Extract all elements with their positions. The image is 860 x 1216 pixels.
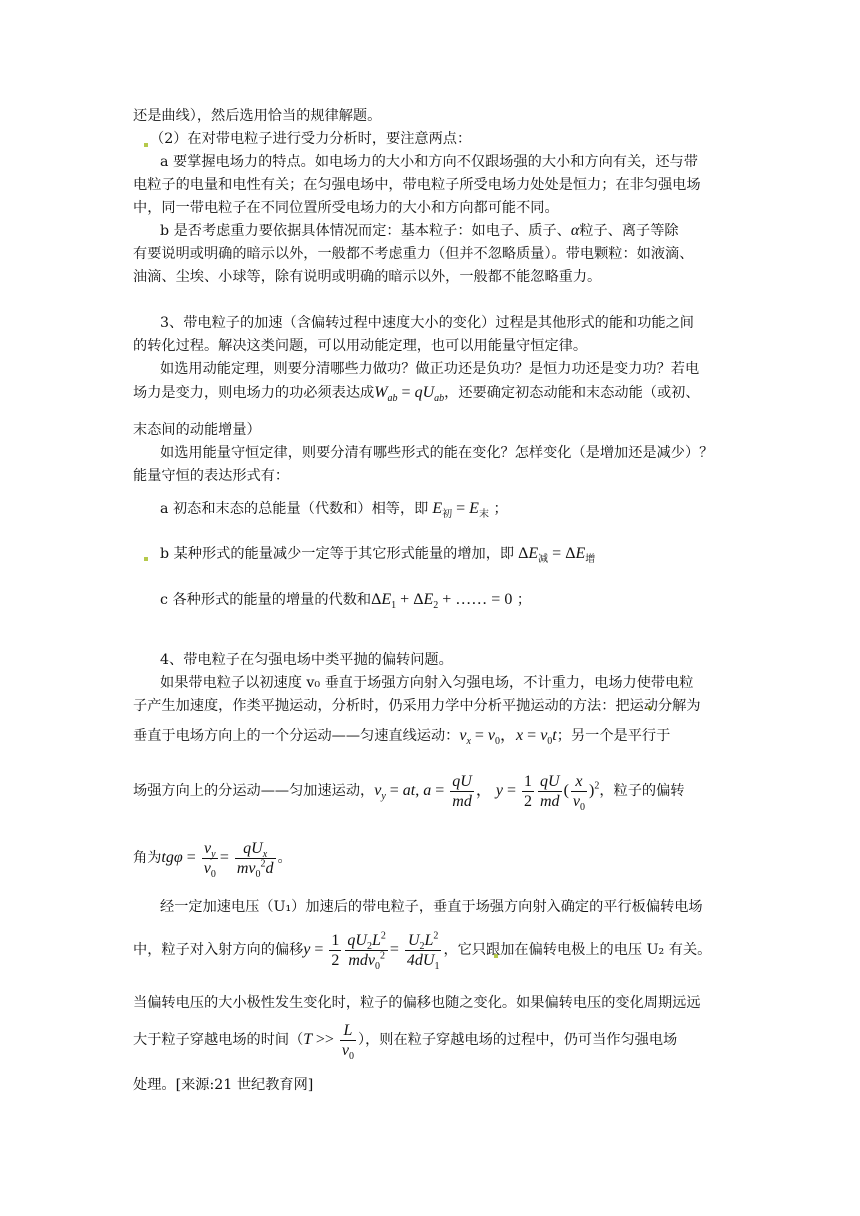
- formula-deflection-angle: tgφ = $\frac{v_y}{v_0}$ = $\frac{qU_x}{mv_0^2d}$: [161, 839, 274, 881]
- text-run: b 是否考虑重力要依据具体情况而定：基本粒子：如电子、质子、: [160, 223, 571, 239]
- paragraph-line: [160, 545, 596, 566]
- formula-energy-transfer: $\Delta E_减 = \Delta E_增$: [518, 545, 596, 566]
- formula-acceleration: $v_y$ = at, a = $\frac{qU}{md}$ ， y = $\frac{1}{2}$ $\frac{qU}{md}$ ( $\frac{x}{v_0}$ )$^2$: [374, 772, 600, 814]
- paragraph-line: 如选用能量守恒定律，则要分清有哪些形式的能在变化？怎样变化（是增加还是减少）？: [160, 445, 714, 461]
- formula-uniform-motion: $v_x = v_0$，$x = v_0t$: [459, 727, 557, 748]
- text-run: a 初态和末态的总能量（代数和）相等，即: [160, 501, 429, 517]
- paragraph-line: 电粒子的电量和电性有关；在匀强电场中，带电粒子所受电场力处处是恒力；在非匀强电场: [133, 177, 701, 193]
- paragraph-line: 油滴、尘埃、小球等，除有说明或明确的暗示以外，一般都不能忽略重力。: [133, 269, 602, 285]
- text-run: 场强方向上的分运动——匀加速运动，: [133, 783, 375, 799]
- text-run: 粒子、离子等除: [579, 223, 679, 239]
- paragraph-line: 末态间的动能增量）: [133, 422, 261, 438]
- formula-offset: y = $\frac{1}{2}$ $\frac{qU_2L^2}{mdv_0^2}$ = $\frac{U_2L^2}{4dU_1}$: [303, 930, 440, 973]
- paragraph-line: [133, 1018, 677, 1062]
- text-run: 垂直于电场方向上的一个分运动——匀速直线运动：: [133, 728, 460, 744]
- paragraph-line: 子产生加速度，作类平抛运动，分析时，仍采用力学中分析平抛运动的方法：把运动分解为: [133, 698, 701, 714]
- paragraph-heading: （2）在对带电粒子进行受力分析时，要注意两点：: [150, 131, 472, 147]
- paragraph-line: [133, 769, 684, 813]
- text-run: 场力是变力，则电场力的功必须表达成: [133, 385, 375, 401]
- text-run: 大于粒子穿越电场的时间（: [133, 1032, 304, 1048]
- paragraph-line: c 各种形式的能量的增量的代数和$\Delta E_1 + \Delta E_2$ + …… = 0 ；: [160, 591, 532, 612]
- text-run: ，粒子的偏转: [599, 783, 685, 799]
- marker-dot: [144, 143, 148, 147]
- section-heading: 3、带电粒子的加速（含偏转过程中速度大小的变化）过程是其他形式的能和功能之间: [160, 315, 694, 331]
- text-run: 中，粒子对入射方向的偏移: [133, 942, 304, 958]
- paragraph-line: a 初态和末态的总能量（代数和）相等，即 $E_初 = E_末$ ；: [160, 500, 508, 521]
- paragraph-line: 当偏转电压的大小极性发生变化时，粒子的偏移也随之变化。如果偏转电压的变化周期远远: [133, 995, 701, 1011]
- formula-period-condition: T >> $\frac{L}{v_0}$: [303, 1021, 355, 1063]
- marker-dot: [144, 557, 148, 561]
- source-note: 处理。[来源:21 世纪教育网]: [133, 1077, 314, 1093]
- formula-work: $W_{ab} = qU_{ab}$: [374, 384, 445, 405]
- text-run: ，它只跟加在偏转电极上的电压 U₂ 有关。: [443, 942, 712, 958]
- formula-energy-equal: $E_初 = E_末$: [428, 500, 489, 521]
- paragraph-line: 如选用动能定理，则要分清哪些力做功？做正功还是负功？是恒力功还是变力功？若电: [160, 361, 700, 377]
- text-run: ），则在粒子穿越电场的过程中，仍可当作匀强电场: [358, 1032, 678, 1048]
- paragraph-line: [133, 384, 700, 405]
- paragraph-line: 经一定加速电压（U₁）加速后的带电粒子，垂直于场强方向射入确定的平行板偏转电场: [160, 899, 703, 915]
- section-heading: 4、带电粒子在匀强电场中类平抛的偏转问题。: [160, 652, 453, 668]
- paragraph-line: 能量守恒的表达形式有：: [133, 468, 290, 484]
- text-run: ，还要确定初态动能和末态动能（或初、: [444, 385, 700, 401]
- paragraph-line: 还是曲线），然后选用恰当的规律解题。: [133, 108, 382, 124]
- text-run: c 各种形式的能量的增量的代数和: [160, 592, 372, 608]
- paragraph-line: 有要说明或明确的暗示以外，一般都不考虑重力（但并不忽略质量）。带电颗粒：如液滴、: [133, 246, 694, 262]
- paragraph-line: [133, 727, 671, 748]
- text-run: 。: [277, 850, 292, 866]
- paragraph-line: [133, 836, 292, 880]
- text-run: ；另一个是平行于: [556, 728, 671, 744]
- formula-energy-sum: $\Delta E_1 + \Delta E_2$ + …… = 0: [371, 591, 513, 612]
- paragraph-line: a 要掌握电场力的特点。如电场力的大小和方向不仅跟场强的大小和方向有关，还与带: [160, 154, 698, 170]
- paragraph-line: [160, 222, 679, 240]
- text-run: 角为: [133, 850, 162, 866]
- paragraph-line: 中，同一带电粒子在不同位置所受电场力的大小和方向都可能不同。: [133, 200, 559, 216]
- paragraph-line: 如果带电粒子以初速度 v₀ 垂直于场强方向射入匀强电场，不计重力，电场力使带电粒: [160, 675, 694, 691]
- paragraph-line: 的转化过程。解决这类问题，可以用动能定理，也可以用能量守恒定律。: [133, 338, 588, 354]
- paragraph-line: [133, 928, 711, 972]
- text-run: b 某种形式的能量减少一定等于其它形式能量的增加，即: [160, 546, 515, 562]
- alpha-symbol: α: [570, 222, 580, 239]
